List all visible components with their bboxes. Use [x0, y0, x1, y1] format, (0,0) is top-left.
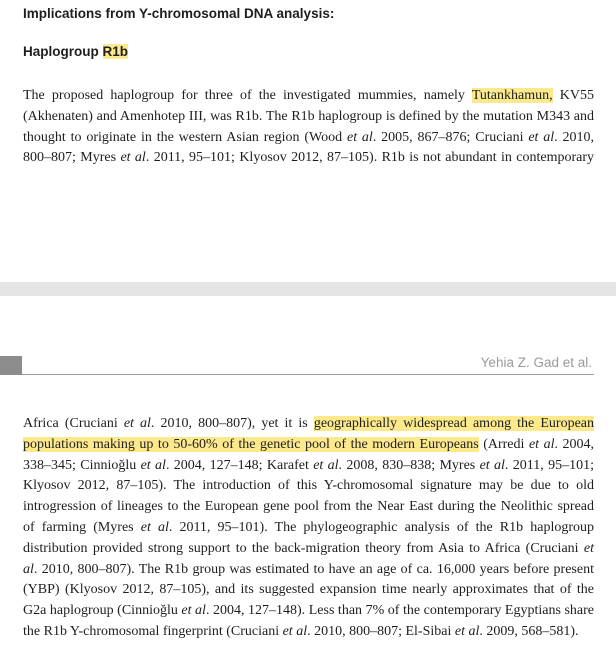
paragraph-line: Klyosov 2012, 87–105). The introduction of this Y-chromosomal signature may be due to old: [23, 478, 594, 494]
header-rule: [22, 374, 594, 375]
running-head: Yehia Z. Gad et al.: [480, 355, 592, 370]
page-margin: [0, 296, 616, 356]
paragraph-line: of farming (Myres et al. 2011, 95–101). The phylogeographic analysis of the R1b haplogroup: [23, 519, 594, 535]
page-divider: [0, 282, 616, 296]
paragraph-line: 800–807; Myres et al. 2011, 95–101; Klyosov 2012, 87–105). R1b is not abundant in contemporary: [23, 150, 594, 166]
highlight-tutankhamun: Tutankhamun,: [471, 88, 553, 103]
subsection-heading: [23, 44, 128, 59]
paragraph-line: introgression of lineages to the European gene pool from the Near East during the Neolithic spread: [23, 499, 594, 515]
page-marker: [0, 356, 22, 375]
paragraph-line: G2a haplogroup (Cinnioğlu et al. 2004, 127–148). Less than 7% of the contemporary Egyptians share: [23, 603, 594, 619]
subheading-highlight: R1b: [102, 44, 129, 59]
paragraph-line: thought to originate in the western Asian region (Wood et al. 2005, 867–876; Cruciani et al. 2010,: [23, 129, 595, 145]
paragraph-line: Africa (Cruciani et al. 2010, 800–807), yet it is geographically widespread among the European: [23, 416, 594, 431]
paragraph-top: [23, 86, 594, 169]
paragraph-bottom: [23, 414, 594, 643]
paragraph-line: al. 2010, 800–807). The R1b group was estimated to have an age of ca. 16,000 years before present: [23, 561, 594, 577]
page-top: [0, 0, 616, 282]
section-heading: Implications from Y-chromosomal DNA analysis:: [23, 6, 335, 21]
paragraph-line: distribution provided strong support to the back-migration theory from Asia to Africa (Cruciani et: [23, 540, 594, 556]
paragraph-line: The proposed haplogroup for three of the investigated mummies, namely Tutankhamun, KV55: [23, 88, 594, 103]
paragraph-line: populations making up to 50-60% of the genetic pool of the modern Europeans (Arredi et al. 2004,: [23, 436, 595, 452]
subheading-prefix: Haplogroup: [23, 44, 103, 59]
highlight-populations: populations making up to 50-60% of the genetic pool of the modern Europeans: [23, 436, 479, 452]
paragraph-line: (YBP) (Klyosov 2012, 87–105), and its suggested expansion time nearly approximates that of the: [23, 582, 594, 598]
paragraph-line: (Akhenaten) and Amenhotep III, was R1b. The R1b haplogroup is defined by the mutation M343 and: [23, 108, 594, 124]
paragraph-line: 338–345; Cinnioğlu et al. 2004, 127–148; Karafet et al. 2008, 830–838; Myres et al. 2011, 95–101;: [23, 457, 594, 473]
paragraph-line: the R1b Y-chromosomal fingerprint (Cruciani et al. 2010, 800–807; El-Sibai et al. 2009, 568–581).: [23, 623, 579, 639]
highlight-widespread: geographically widespread among the European: [313, 416, 594, 431]
